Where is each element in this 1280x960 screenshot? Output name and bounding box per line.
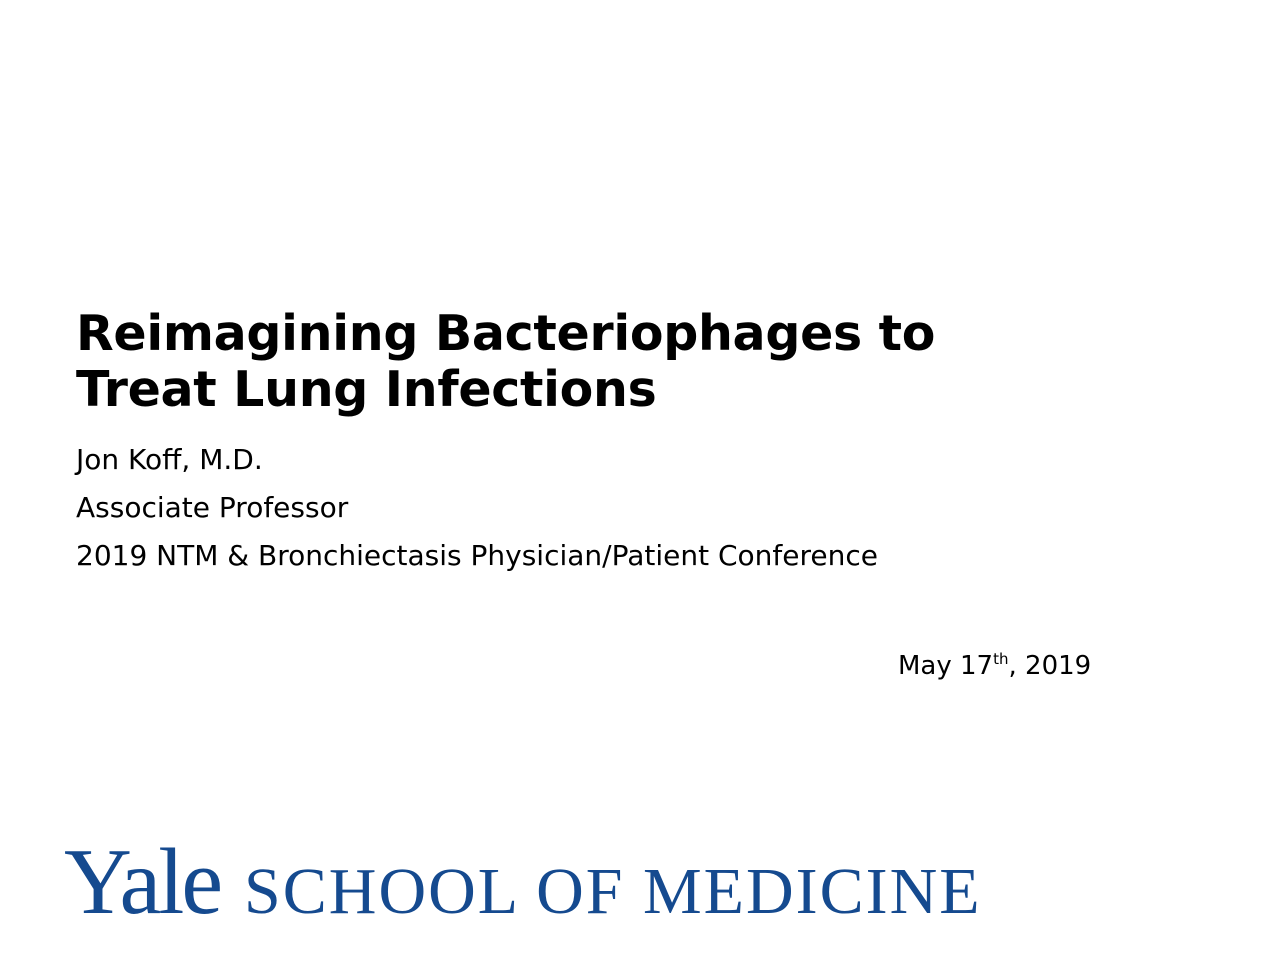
presenter-name: Jon Koff, M.D. bbox=[76, 443, 263, 476]
yale-school-of-medicine-logo bbox=[64, 832, 982, 932]
date-ordinal-suffix: th bbox=[993, 650, 1009, 668]
logo-wordmark-yale: Yale bbox=[64, 830, 221, 934]
logo-school-of-medicine: SCHOOL OF MEDICINE bbox=[244, 855, 982, 928]
slide-title-line-2: Treat Lung Infections bbox=[76, 361, 657, 418]
slide-title bbox=[76, 306, 1176, 418]
date-year: , 2019 bbox=[1008, 651, 1092, 681]
conference-name: 2019 NTM & Bronchiectasis Physician/Patient Conference bbox=[76, 539, 878, 572]
slide-title-line-1: Reimagining Bacteriophages to bbox=[76, 305, 936, 362]
presentation-date bbox=[898, 650, 1091, 682]
presenter-role: Associate Professor bbox=[76, 491, 349, 524]
date-month-day: May 17 bbox=[898, 651, 994, 681]
